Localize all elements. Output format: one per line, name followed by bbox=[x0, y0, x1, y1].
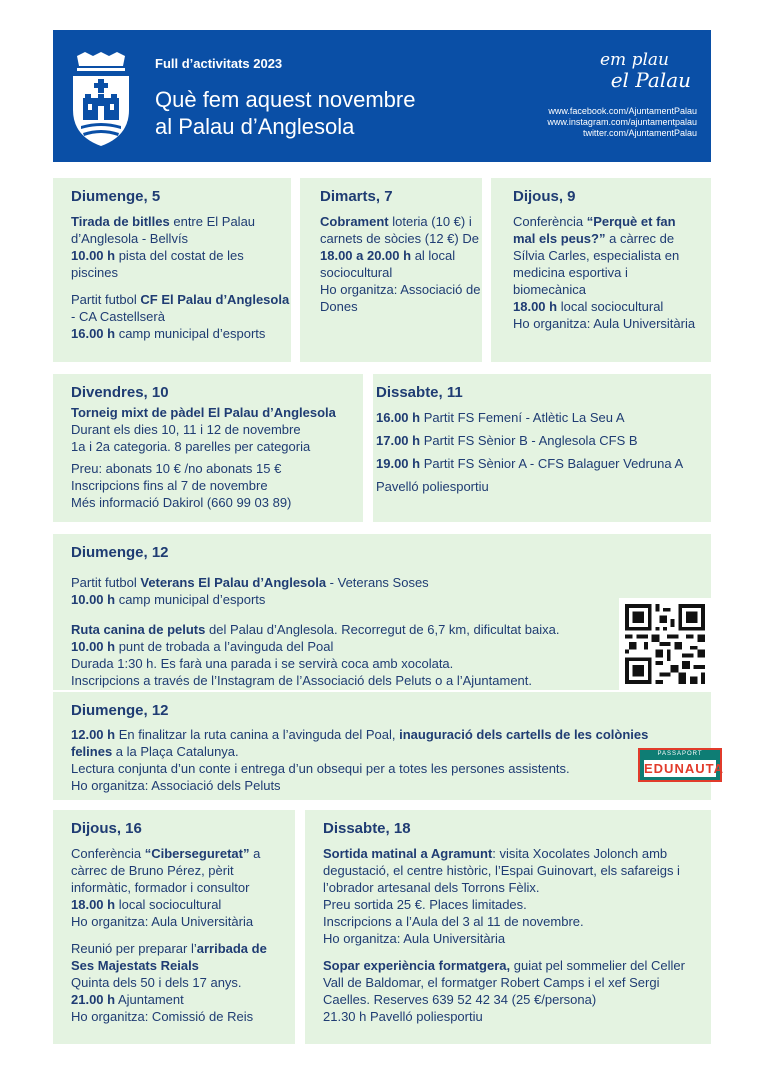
event-day: Dimarts, 7 bbox=[320, 188, 393, 205]
event-day: Dijous, 16 bbox=[71, 820, 142, 837]
town-coat-of-arms-icon bbox=[71, 48, 131, 148]
event-box-ds18: Dissabte, 18 Sortida matinal a Agramunt: visita Xocolates Jolonch amb degustació, el centre històric, l’Espai Guinovart, els safareigs i l’obrador artesanal dels Torrons Fèlix. Preu sortida 25 €. Places limitades. Inscripcions a l’Aula del 3 al 11 de novembre. Ho organitza: Aula Universitària Sopar experiència formatgera, guiat pel sommelier del Celler Vall de Baldomar, el formatger Robert Camps i el xef Sergi Caelles. Reserves 639 52 42 34 (25 €/persona) 21.30 h Pavelló poliesportiu bbox=[305, 810, 711, 1044]
instagram-link[interactable]: www.instagram.com/ajuntamentpalau bbox=[547, 117, 697, 127]
event-box-ds11: Dissabte, 11 16.00 h Partit FS Femení - Atlètic La Seu A 17.00 h Partit FS Sènior B - Anglesola CFS B 19.00 h Partit FS Sènior A - CFS Balaguer Vedruna A Pavelló poliesportiu bbox=[373, 374, 711, 522]
event-day: Divendres, 10 bbox=[71, 384, 169, 401]
event-box-dg5: Diumenge, 5 Tirada de bitlles entre El Palau d’Anglesola - Bellvís 10.00 h pista del costat de les piscines Partit futbol CF El Palau d’Anglesola - CA Castellserà 16.00 h camp municipal d’esports bbox=[53, 178, 291, 362]
qr-code[interactable] bbox=[619, 598, 711, 690]
social-links bbox=[547, 106, 697, 139]
event-day: Diumenge, 12 bbox=[71, 702, 169, 719]
event-day: Diumenge, 5 bbox=[71, 188, 161, 205]
page-title: Què fem aquest novembre al Palau d’Anglesola bbox=[155, 87, 416, 139]
qr-code-icon bbox=[625, 604, 705, 684]
event-box-dv10: Divendres, 10 Torneig mixt de pàdel El Palau d’Anglesola Durant els dies 10, 11 i 12 de novembre 1a i 2a categoria. 8 parelles per categoria Preu: abonats 10 € /no abonats 15 € Inscripcions fins al 7 de novembre Més informació Dakirol (660 99 03 89) bbox=[53, 374, 363, 522]
passaport-edunauta-badge: PASSAPORT EDUNAUTA bbox=[638, 748, 722, 782]
event-day: Dijous, 9 bbox=[513, 188, 576, 205]
slogan-logo: em plau el Palau bbox=[600, 50, 691, 92]
event-box-dj9: Dijous, 9 Conferència “Perquè et fan mal els peus?” a càrrec de Sílvia Carles, especialista en medicina esportiva i biomecànica 18.00 h local sociocultural Ho organitza: Aula Universitària bbox=[491, 178, 711, 362]
event-day: Dissabte, 11 bbox=[376, 384, 463, 401]
twitter-link[interactable]: twitter.com/AjuntamentPalau bbox=[582, 128, 697, 138]
header-banner bbox=[53, 30, 711, 162]
event-box-dg12a: Diumenge, 12 Partit futbol Veterans El Palau d’Anglesola - Veterans Soses 10.00 h camp municipal d’esports Ruta canina de peluts del Palau d’Anglesola. Recorregut de 6,7 km, dificultat baixa. 10.00 h punt de trobada a l’avinguda del Poal Durada 1:30 h. Es farà una parada i se servirà coca amb xocolata. Inscripcions a través de l’Instagram de l’Associació dels Peluts o a l’Ajuntament. bbox=[53, 534, 711, 690]
header-kicker: Full d’activitats 2023 bbox=[155, 56, 283, 71]
event-box-dj16: Dijous, 16 Conferència “Ciberseguretat” a càrrec de Bruno Pérez, pèrit informàtic, formador i consultor 18.00 h local sociocultural Ho organitza: Aula Universitària Reunió per preparar l’arribada de Ses Majestats Reials Quinta dels 50 i dels 17 anys. 21.00 h Ajuntament Ho organitza: Comissió de Reis bbox=[53, 810, 295, 1044]
event-day: Diumenge, 12 bbox=[71, 544, 169, 561]
facebook-link[interactable]: www.facebook.com/AjuntamentPalau bbox=[548, 106, 697, 116]
event-day: Dissabte, 18 bbox=[323, 820, 411, 837]
event-box-dg12b: Diumenge, 12 12.00 h En finalitzar la ruta canina a l’avinguda del Poal, inauguració dels cartells de les colònies felines a la Plaça Catalunya. Lectura conjunta d’un conte i entrega d’un obsequi per a totes les persones assistents. Ho organitza: Associació dels Peluts bbox=[53, 692, 711, 800]
event-box-dt7: Dimarts, 7 Cobrament loteria (10 €) i carnets de sòcies (12 €) De 18.00 a 20.00 h al local sociocultural Ho organitza: Associació de Dones bbox=[300, 178, 482, 362]
